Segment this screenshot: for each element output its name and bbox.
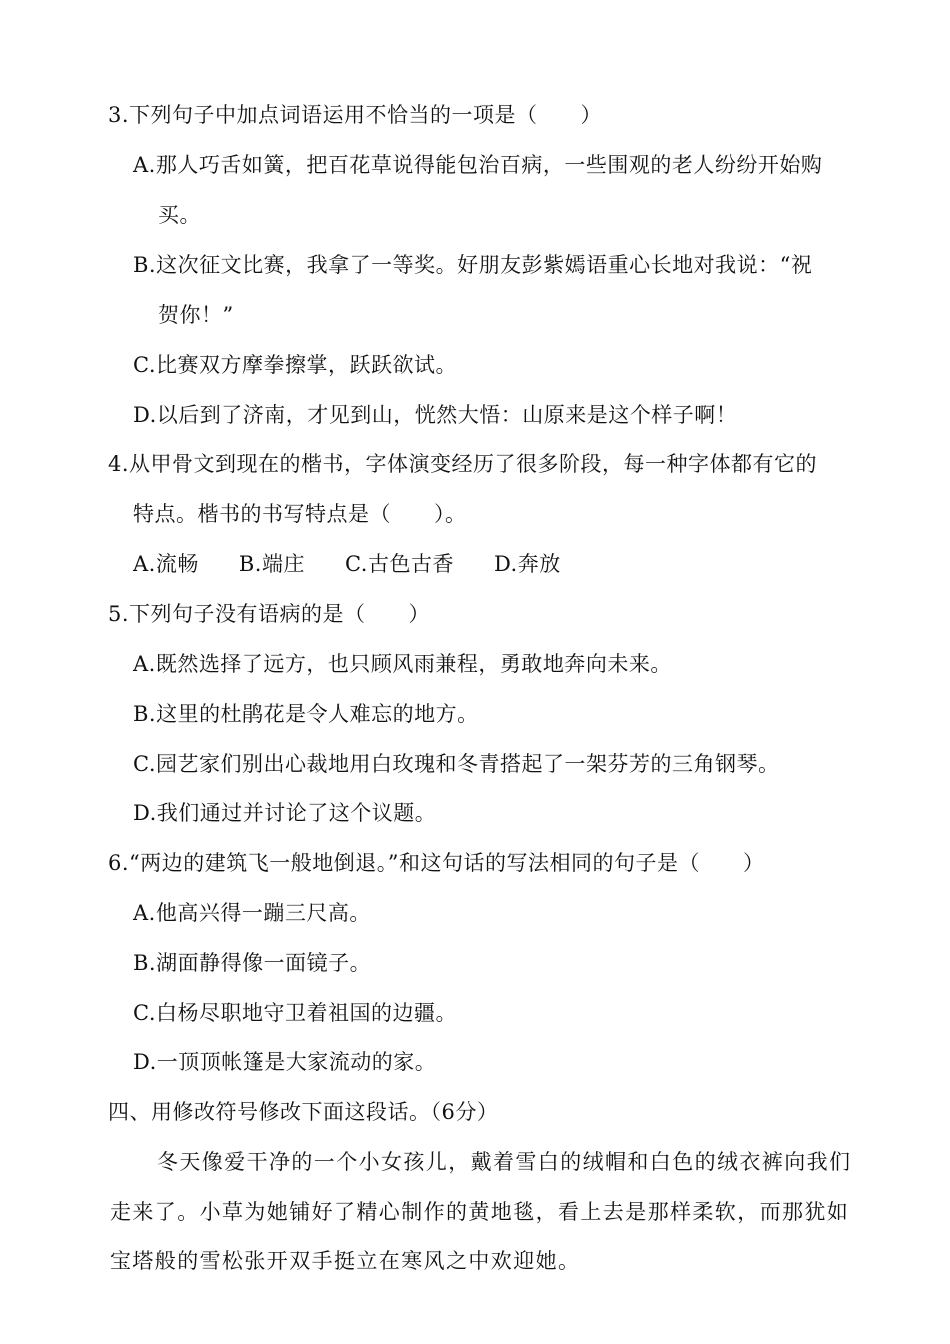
question-4-stem-continued: 特点。楷书的书写特点是（ ）。 bbox=[133, 502, 467, 526]
section-4-heading: 四、用修改符号修改下面这段话。（6分） bbox=[108, 1100, 499, 1124]
question-3-option-b: B.这次征文比赛，我拿了一等奖。好朋友彭紫嫣语重心长地对我说：“祝 bbox=[133, 253, 813, 277]
question-6-option-b: B.湖面静得像一面镜子。 bbox=[133, 951, 372, 975]
question-4-options bbox=[133, 549, 561, 579]
section-4-paragraph-line-1: 冬天像爱干净的一个小女孩儿，戴着雪白的绒帽和白色的绒衣裤向我们 bbox=[157, 1150, 852, 1174]
question-3-stem: 3.下列句子中加点词语运用不恰当的一项是（ ） bbox=[108, 103, 603, 127]
question-4-option-c: C.古色古香 bbox=[344, 552, 454, 576]
question-3-option-d: D.以后到了济南，才见到山，恍然大悟：山原来是这个样子啊！ bbox=[133, 403, 738, 427]
question-5-option-b: B.这里的杜鹃花是令人难忘的地方。 bbox=[133, 702, 479, 726]
question-5-option-c: C.园艺家们别出心裁地用白玫瑰和冬青搭起了一架芬芳的三角钢琴。 bbox=[133, 752, 780, 776]
question-6-option-a: A.他高兴得一蹦三尺高。 bbox=[133, 901, 371, 925]
question-6-option-d: D.一顶顶帐篷是大家流动的家。 bbox=[133, 1050, 437, 1074]
question-5-option-a: A.既然选择了远方，也只顾风雨兼程，勇敢地奔向未来。 bbox=[133, 652, 672, 676]
question-3-option-a: A.那人巧舌如簧，把百花草说得能包治百病，一些围观的老人纷纷开始购 bbox=[133, 153, 823, 177]
question-6-option-c: C.白杨尽职地守卫着祖国的边疆。 bbox=[133, 1001, 457, 1025]
question-3-option-a-continued: 买。 bbox=[158, 203, 201, 227]
question-4-option-d: D.奔放 bbox=[493, 552, 561, 576]
question-3-option-c: C.比赛双方摩拳擦掌，跃跃欲试。 bbox=[133, 353, 457, 377]
section-4-paragraph-line-3: 宝塔般的雪松张开双手挺立在寒风之中欢迎她。 bbox=[110, 1249, 581, 1273]
question-5-stem: 5.下列句子没有语病的是（ ） bbox=[108, 602, 431, 626]
question-6-stem: 6.“两边的建筑飞一般地倒退。”和这句话的写法相同的句子是（ ） bbox=[108, 851, 765, 875]
section-4-paragraph-line-2: 走来了。小草为她铺好了精心制作的黄地毯，看上去是那样柔软，而那犹如 bbox=[110, 1200, 850, 1224]
question-4-option-a: A.流畅 bbox=[133, 552, 199, 576]
question-4-stem: 4.从甲骨文到现在的楷书，字体演变经历了很多阶段，每一种字体都有它的 bbox=[108, 452, 818, 476]
question-3-option-b-continued: 贺你！” bbox=[158, 303, 234, 327]
question-4-option-b: B.端庄 bbox=[238, 552, 305, 576]
question-5-option-d: D.我们通过并讨论了这个议题。 bbox=[133, 801, 437, 825]
